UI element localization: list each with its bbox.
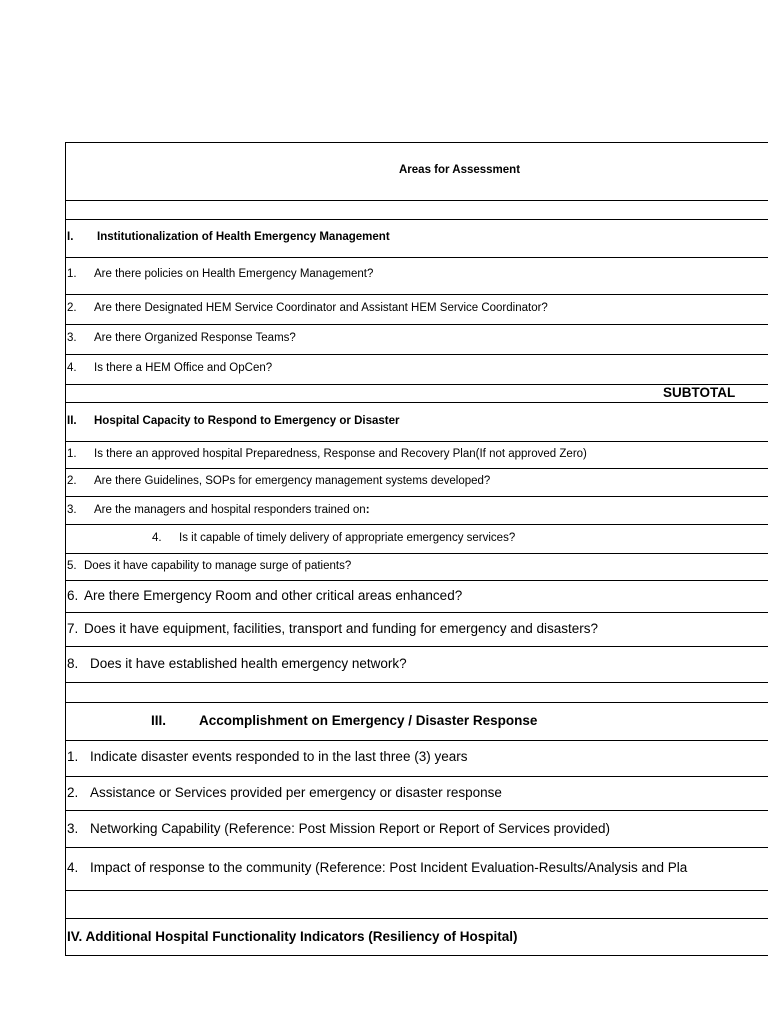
table-row (66, 469, 768, 497)
item-text: Are there Designated HEM Service Coordinator and Assistant HEM Service Coordinator? (94, 302, 548, 314)
section-4-heading-row (66, 919, 768, 955)
section-1-title: Institutionalization of Health Emergency Management (97, 231, 390, 243)
item-number: 1. (67, 268, 77, 280)
table-row (66, 848, 768, 891)
table-row (66, 325, 768, 355)
table-header-title: Areas for Assessment (399, 164, 521, 176)
item-text: Does it have capability to manage surge of patients? (84, 560, 352, 572)
item-number: 4. (67, 860, 79, 875)
item-number: 2. (67, 785, 79, 800)
table-row (66, 355, 768, 385)
header-row (66, 143, 768, 201)
item-text: Is there a HEM Office and OpCen? (94, 362, 273, 374)
table-row (66, 581, 768, 613)
table-row (66, 258, 768, 295)
item-number: 6. (67, 588, 79, 603)
subtotal-row (66, 385, 768, 403)
item-text: Are there Organized Response Teams? (94, 332, 296, 344)
section-2-number: II. (67, 415, 77, 427)
section-3-title: Accomplishment on Emergency / Disaster Response (199, 713, 538, 728)
item-text: Assistance or Services provided per emergency or disaster response (90, 785, 502, 800)
subtotal-label: SUBTOTAL (663, 385, 736, 400)
item-text: Are the managers and hospital responders trained on: (94, 504, 370, 516)
table-row (66, 497, 768, 525)
blank-row (66, 201, 768, 220)
item-text: Indicate disaster events responded to in the last three (3) years (90, 749, 468, 764)
item-text: Are there Emergency Room and other critical areas enhanced? (84, 588, 463, 603)
table-row (66, 295, 768, 325)
table-row (66, 525, 768, 554)
item-number: 3. (67, 332, 77, 344)
item-number: 1. (67, 448, 77, 460)
section-1-heading-row (66, 220, 768, 258)
assessment-table (65, 142, 768, 956)
item-number: 4. (67, 362, 77, 374)
section-1-number: I. (67, 231, 74, 243)
table-row (66, 777, 768, 811)
section-2-title: Hospital Capacity to Respond to Emergency or Disaster (94, 415, 400, 427)
item-number: 7. (67, 621, 79, 636)
section-3-heading-row (66, 703, 768, 741)
item-number: 5. (67, 560, 77, 572)
item-text: Is it capable of timely delivery of appropriate emergency services? (179, 532, 516, 544)
item-text: Impact of response to the community (Reference: Post Incident Evaluation-Results/Analysis and Pla (90, 860, 688, 875)
table-row (66, 647, 768, 683)
item-number: 3. (67, 504, 77, 516)
section-2-heading-row (66, 403, 768, 442)
table-row (66, 811, 768, 848)
item-number: 4. (152, 532, 162, 544)
item-text: Are there Guidelines, SOPs for emergency management systems developed? (94, 475, 491, 487)
item-number: 1. (67, 749, 79, 764)
item-text: Is there an approved hospital Preparedness, Response and Recovery Plan(If not approved Zero) (94, 448, 587, 460)
item-text: Does it have established health emergency network? (90, 656, 407, 671)
item-number: 3. (67, 821, 79, 836)
table-row (66, 442, 768, 469)
item-text: Are there policies on Health Emergency Management? (94, 268, 374, 280)
item-number: 2. (67, 475, 77, 487)
blank-row (66, 683, 768, 703)
section-3-number: III. (151, 713, 167, 728)
table-row (66, 554, 768, 581)
item-number: 8. (67, 656, 79, 671)
item-number: 2. (67, 302, 77, 314)
item-text: Networking Capability (Reference: Post Mission Report or Report of Services provided) (90, 821, 610, 836)
item-text: Does it have equipment, facilities, transport and funding for emergency and disasters? (84, 621, 599, 636)
table-row (66, 613, 768, 647)
blank-row (66, 891, 768, 919)
table-row (66, 741, 768, 777)
section-4-title: IV. Additional Hospital Functionality Indicators (Resiliency of Hospital) (67, 929, 518, 944)
